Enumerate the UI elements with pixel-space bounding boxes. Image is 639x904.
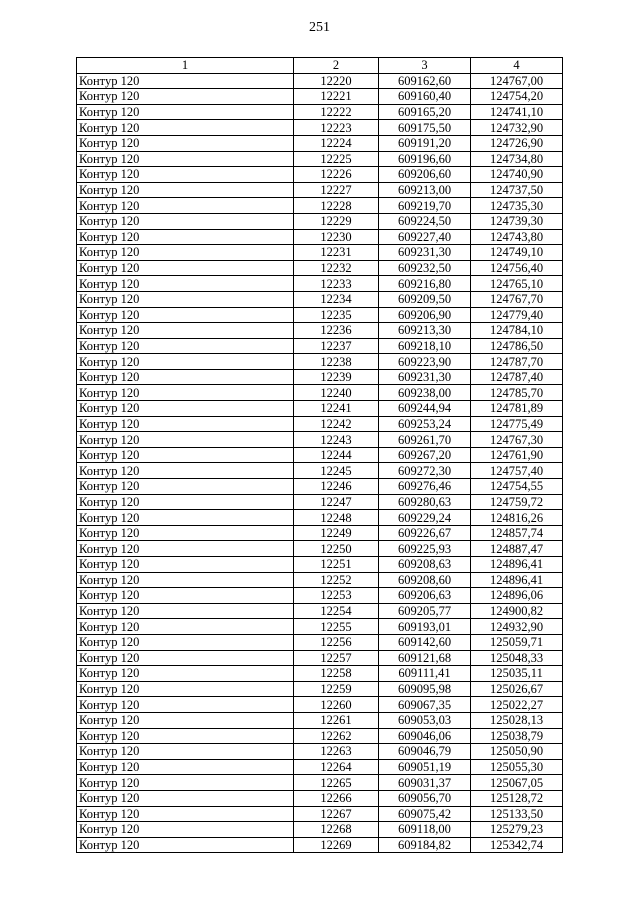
point-number-cell: 12251 [294, 557, 379, 573]
x-coordinate-cell: 609118,00 [379, 822, 471, 838]
contour-name-cell: Контур 120 [77, 369, 294, 385]
table-row [77, 822, 563, 838]
contour-name-cell: Контур 120 [77, 494, 294, 510]
point-number-cell: 12258 [294, 666, 379, 682]
y-coordinate-cell: 125133,50 [471, 806, 563, 822]
table-row [77, 245, 563, 261]
contour-name-cell: Контур 120 [77, 323, 294, 339]
table-row [77, 385, 563, 401]
table-row [77, 213, 563, 229]
x-coordinate-cell: 609051,19 [379, 759, 471, 775]
contour-name-cell: Контур 120 [77, 89, 294, 105]
table-row [77, 104, 563, 120]
contour-name-cell: Контур 120 [77, 307, 294, 323]
y-coordinate-cell: 124767,00 [471, 73, 563, 89]
contour-name-cell: Контур 120 [77, 697, 294, 713]
point-number-cell: 12235 [294, 307, 379, 323]
y-coordinate-cell: 124740,90 [471, 167, 563, 183]
point-number-cell: 12221 [294, 89, 379, 105]
y-coordinate-cell: 124785,70 [471, 385, 563, 401]
x-coordinate-cell: 609031,37 [379, 775, 471, 791]
table-row [77, 135, 563, 151]
x-coordinate-cell: 609206,63 [379, 588, 471, 604]
point-number-cell: 12261 [294, 712, 379, 728]
point-number-cell: 12256 [294, 634, 379, 650]
point-number-cell: 12247 [294, 494, 379, 510]
y-coordinate-cell: 124767,70 [471, 291, 563, 307]
y-coordinate-cell: 125048,33 [471, 650, 563, 666]
table-row [77, 369, 563, 385]
x-coordinate-cell: 609160,40 [379, 89, 471, 105]
point-number-cell: 12224 [294, 135, 379, 151]
x-coordinate-cell: 609046,79 [379, 744, 471, 760]
y-coordinate-cell: 124787,40 [471, 369, 563, 385]
x-coordinate-cell: 609218,10 [379, 338, 471, 354]
table-row [77, 120, 563, 136]
table-header-row [77, 58, 563, 74]
contour-name-cell: Контур 120 [77, 510, 294, 526]
table-row [77, 401, 563, 417]
point-number-cell: 12237 [294, 338, 379, 354]
table-row [77, 432, 563, 448]
contour-name-cell: Контур 120 [77, 588, 294, 604]
point-number-cell: 12230 [294, 229, 379, 245]
contour-name-cell: Контур 120 [77, 775, 294, 791]
contour-name-cell: Контур 120 [77, 447, 294, 463]
y-coordinate-cell: 125038,79 [471, 728, 563, 744]
x-coordinate-cell: 609280,63 [379, 494, 471, 510]
contour-name-cell: Контур 120 [77, 182, 294, 198]
x-coordinate-cell: 609206,60 [379, 167, 471, 183]
table-row [77, 619, 563, 635]
contour-name-cell: Контур 120 [77, 759, 294, 775]
x-coordinate-cell: 609111,41 [379, 666, 471, 682]
x-coordinate-cell: 609191,20 [379, 135, 471, 151]
y-coordinate-cell: 125059,71 [471, 634, 563, 650]
x-coordinate-cell: 609205,77 [379, 603, 471, 619]
y-coordinate-cell: 124739,30 [471, 213, 563, 229]
table-row [77, 572, 563, 588]
x-coordinate-cell: 609162,60 [379, 73, 471, 89]
table-row [77, 681, 563, 697]
table-row [77, 525, 563, 541]
point-number-cell: 12248 [294, 510, 379, 526]
point-number-cell: 12252 [294, 572, 379, 588]
point-number-cell: 12225 [294, 151, 379, 167]
y-coordinate-cell: 124857,74 [471, 525, 563, 541]
contour-name-cell: Контур 120 [77, 572, 294, 588]
table-row [77, 354, 563, 370]
y-coordinate-cell: 125050,90 [471, 744, 563, 760]
contour-name-cell: Контур 120 [77, 463, 294, 479]
contour-name-cell: Контур 120 [77, 479, 294, 495]
contour-name-cell: Контур 120 [77, 634, 294, 650]
point-number-cell: 12245 [294, 463, 379, 479]
y-coordinate-cell: 124765,10 [471, 276, 563, 292]
table-row [77, 307, 563, 323]
y-coordinate-cell: 125128,72 [471, 790, 563, 806]
y-coordinate-cell: 124749,10 [471, 245, 563, 261]
point-number-cell: 12254 [294, 603, 379, 619]
point-number-cell: 12264 [294, 759, 379, 775]
y-coordinate-cell: 124896,41 [471, 557, 563, 573]
y-coordinate-cell: 124757,40 [471, 463, 563, 479]
contour-name-cell: Контур 120 [77, 557, 294, 573]
y-coordinate-cell: 124759,72 [471, 494, 563, 510]
point-number-cell: 12232 [294, 260, 379, 276]
x-coordinate-cell: 609238,00 [379, 385, 471, 401]
y-coordinate-cell: 124767,30 [471, 432, 563, 448]
x-coordinate-cell: 609231,30 [379, 245, 471, 261]
y-coordinate-cell: 124786,50 [471, 338, 563, 354]
point-number-cell: 12268 [294, 822, 379, 838]
point-number-cell: 12241 [294, 401, 379, 417]
header-col-4: 4 [471, 58, 563, 74]
y-coordinate-cell: 124754,55 [471, 479, 563, 495]
contour-name-cell: Контур 120 [77, 104, 294, 120]
x-coordinate-cell: 609095,98 [379, 681, 471, 697]
contour-name-cell: Контур 120 [77, 167, 294, 183]
y-coordinate-cell: 124743,80 [471, 229, 563, 245]
y-coordinate-cell: 125055,30 [471, 759, 563, 775]
x-coordinate-cell: 609067,35 [379, 697, 471, 713]
table-row [77, 416, 563, 432]
table-row [77, 276, 563, 292]
y-coordinate-cell: 125279,23 [471, 822, 563, 838]
table-row [77, 775, 563, 791]
point-number-cell: 12227 [294, 182, 379, 198]
contour-name-cell: Контур 120 [77, 806, 294, 822]
point-number-cell: 12223 [294, 120, 379, 136]
table-row [77, 494, 563, 510]
y-coordinate-cell: 124787,70 [471, 354, 563, 370]
x-coordinate-cell: 609193,01 [379, 619, 471, 635]
table-row [77, 790, 563, 806]
table-row [77, 89, 563, 105]
table-row [77, 291, 563, 307]
point-number-cell: 12236 [294, 323, 379, 339]
contour-name-cell: Контур 120 [77, 401, 294, 417]
table-row [77, 806, 563, 822]
y-coordinate-cell: 124756,40 [471, 260, 563, 276]
x-coordinate-cell: 609196,60 [379, 151, 471, 167]
table-row [77, 198, 563, 214]
point-number-cell: 12239 [294, 369, 379, 385]
point-number-cell: 12240 [294, 385, 379, 401]
table-row [77, 557, 563, 573]
contour-name-cell: Контур 120 [77, 650, 294, 666]
table-row [77, 167, 563, 183]
x-coordinate-cell: 609225,93 [379, 541, 471, 557]
contour-name-cell: Контур 120 [77, 681, 294, 697]
table-row [77, 697, 563, 713]
y-coordinate-cell: 124735,30 [471, 198, 563, 214]
contour-name-cell: Контур 120 [77, 619, 294, 635]
y-coordinate-cell: 124741,10 [471, 104, 563, 120]
x-coordinate-cell: 609142,60 [379, 634, 471, 650]
table-row [77, 479, 563, 495]
y-coordinate-cell: 124900,82 [471, 603, 563, 619]
table-row [77, 338, 563, 354]
x-coordinate-cell: 609232,50 [379, 260, 471, 276]
table-body [77, 73, 563, 853]
y-coordinate-cell: 124784,10 [471, 323, 563, 339]
y-coordinate-cell: 124779,40 [471, 307, 563, 323]
table-row [77, 634, 563, 650]
point-number-cell: 12234 [294, 291, 379, 307]
y-coordinate-cell: 124775,49 [471, 416, 563, 432]
point-number-cell: 12259 [294, 681, 379, 697]
contour-name-cell: Контур 120 [77, 712, 294, 728]
x-coordinate-cell: 609223,90 [379, 354, 471, 370]
y-coordinate-cell: 124932,90 [471, 619, 563, 635]
x-coordinate-cell: 609046,06 [379, 728, 471, 744]
x-coordinate-cell: 609219,70 [379, 198, 471, 214]
contour-name-cell: Контур 120 [77, 354, 294, 370]
y-coordinate-cell: 124761,90 [471, 447, 563, 463]
point-number-cell: 12222 [294, 104, 379, 120]
table-row [77, 151, 563, 167]
table-row [77, 182, 563, 198]
point-number-cell: 12262 [294, 728, 379, 744]
point-number-cell: 12263 [294, 744, 379, 760]
table-row [77, 744, 563, 760]
x-coordinate-cell: 609165,20 [379, 104, 471, 120]
point-number-cell: 12269 [294, 837, 379, 853]
table-row [77, 650, 563, 666]
x-coordinate-cell: 609206,90 [379, 307, 471, 323]
point-number-cell: 12249 [294, 525, 379, 541]
table-row [77, 463, 563, 479]
point-number-cell: 12253 [294, 588, 379, 604]
table-row [77, 541, 563, 557]
contour-name-cell: Контур 120 [77, 120, 294, 136]
x-coordinate-cell: 609056,70 [379, 790, 471, 806]
x-coordinate-cell: 609075,42 [379, 806, 471, 822]
table-row [77, 447, 563, 463]
table-row [77, 323, 563, 339]
y-coordinate-cell: 124754,20 [471, 89, 563, 105]
x-coordinate-cell: 609224,50 [379, 213, 471, 229]
point-number-cell: 12226 [294, 167, 379, 183]
point-number-cell: 12233 [294, 276, 379, 292]
point-number-cell: 12266 [294, 790, 379, 806]
table-row [77, 510, 563, 526]
table-row [77, 260, 563, 276]
contour-name-cell: Контур 120 [77, 432, 294, 448]
x-coordinate-cell: 609272,30 [379, 463, 471, 479]
contour-name-cell: Контур 120 [77, 837, 294, 853]
page-number: 251 [309, 20, 330, 35]
y-coordinate-cell: 124737,50 [471, 182, 563, 198]
y-coordinate-cell: 124896,06 [471, 588, 563, 604]
point-number-cell: 12260 [294, 697, 379, 713]
table-row [77, 759, 563, 775]
table-row [77, 837, 563, 853]
x-coordinate-cell: 609231,30 [379, 369, 471, 385]
y-coordinate-cell: 125026,67 [471, 681, 563, 697]
table-row [77, 588, 563, 604]
contour-name-cell: Контур 120 [77, 213, 294, 229]
point-number-cell: 12246 [294, 479, 379, 495]
y-coordinate-cell: 125022,27 [471, 697, 563, 713]
point-number-cell: 12255 [294, 619, 379, 635]
point-number-cell: 12231 [294, 245, 379, 261]
x-coordinate-cell: 609276,46 [379, 479, 471, 495]
y-coordinate-cell: 125342,74 [471, 837, 563, 853]
table-row [77, 229, 563, 245]
contour-name-cell: Контур 120 [77, 603, 294, 619]
contour-name-cell: Контур 120 [77, 666, 294, 682]
table-row [77, 603, 563, 619]
contour-name-cell: Контур 120 [77, 744, 294, 760]
coordinates-table [76, 57, 563, 853]
x-coordinate-cell: 609175,50 [379, 120, 471, 136]
header-col-3: 3 [379, 58, 471, 74]
x-coordinate-cell: 609261,70 [379, 432, 471, 448]
table-row [77, 728, 563, 744]
point-number-cell: 12229 [294, 213, 379, 229]
y-coordinate-cell: 125035,11 [471, 666, 563, 682]
x-coordinate-cell: 609226,67 [379, 525, 471, 541]
table-row [77, 73, 563, 89]
x-coordinate-cell: 609227,40 [379, 229, 471, 245]
contour-name-cell: Контур 120 [77, 541, 294, 557]
x-coordinate-cell: 609213,00 [379, 182, 471, 198]
x-coordinate-cell: 609216,80 [379, 276, 471, 292]
y-coordinate-cell: 124781,89 [471, 401, 563, 417]
y-coordinate-cell: 124734,80 [471, 151, 563, 167]
x-coordinate-cell: 609213,30 [379, 323, 471, 339]
contour-name-cell: Контур 120 [77, 73, 294, 89]
point-number-cell: 12265 [294, 775, 379, 791]
y-coordinate-cell: 124726,90 [471, 135, 563, 151]
x-coordinate-cell: 609267,20 [379, 447, 471, 463]
y-coordinate-cell: 125028,13 [471, 712, 563, 728]
point-number-cell: 12243 [294, 432, 379, 448]
contour-name-cell: Контур 120 [77, 245, 294, 261]
x-coordinate-cell: 609253,24 [379, 416, 471, 432]
contour-name-cell: Контур 120 [77, 276, 294, 292]
table-row [77, 666, 563, 682]
y-coordinate-cell: 124732,90 [471, 120, 563, 136]
contour-name-cell: Контур 120 [77, 525, 294, 541]
table-row [77, 712, 563, 728]
header-col-1: 1 [77, 58, 294, 74]
x-coordinate-cell: 609244,94 [379, 401, 471, 417]
contour-name-cell: Контур 120 [77, 338, 294, 354]
y-coordinate-cell: 125067,05 [471, 775, 563, 791]
point-number-cell: 12242 [294, 416, 379, 432]
header-col-2: 2 [294, 58, 379, 74]
contour-name-cell: Контур 120 [77, 151, 294, 167]
point-number-cell: 12257 [294, 650, 379, 666]
point-number-cell: 12244 [294, 447, 379, 463]
contour-name-cell: Контур 120 [77, 291, 294, 307]
point-number-cell: 12267 [294, 806, 379, 822]
x-coordinate-cell: 609229,24 [379, 510, 471, 526]
contour-name-cell: Контур 120 [77, 135, 294, 151]
contour-name-cell: Контур 120 [77, 229, 294, 245]
y-coordinate-cell: 124816,26 [471, 510, 563, 526]
contour-name-cell: Контур 120 [77, 260, 294, 276]
x-coordinate-cell: 609121,68 [379, 650, 471, 666]
point-number-cell: 12228 [294, 198, 379, 214]
point-number-cell: 12238 [294, 354, 379, 370]
contour-name-cell: Контур 120 [77, 790, 294, 806]
point-number-cell: 12250 [294, 541, 379, 557]
x-coordinate-cell: 609053,03 [379, 712, 471, 728]
contour-name-cell: Контур 120 [77, 416, 294, 432]
contour-name-cell: Контур 120 [77, 385, 294, 401]
x-coordinate-cell: 609208,60 [379, 572, 471, 588]
contour-name-cell: Контур 120 [77, 728, 294, 744]
contour-name-cell: Контур 120 [77, 198, 294, 214]
y-coordinate-cell: 124896,41 [471, 572, 563, 588]
contour-name-cell: Контур 120 [77, 822, 294, 838]
point-number-cell: 12220 [294, 73, 379, 89]
x-coordinate-cell: 609208,63 [379, 557, 471, 573]
x-coordinate-cell: 609209,50 [379, 291, 471, 307]
y-coordinate-cell: 124887,47 [471, 541, 563, 557]
x-coordinate-cell: 609184,82 [379, 837, 471, 853]
